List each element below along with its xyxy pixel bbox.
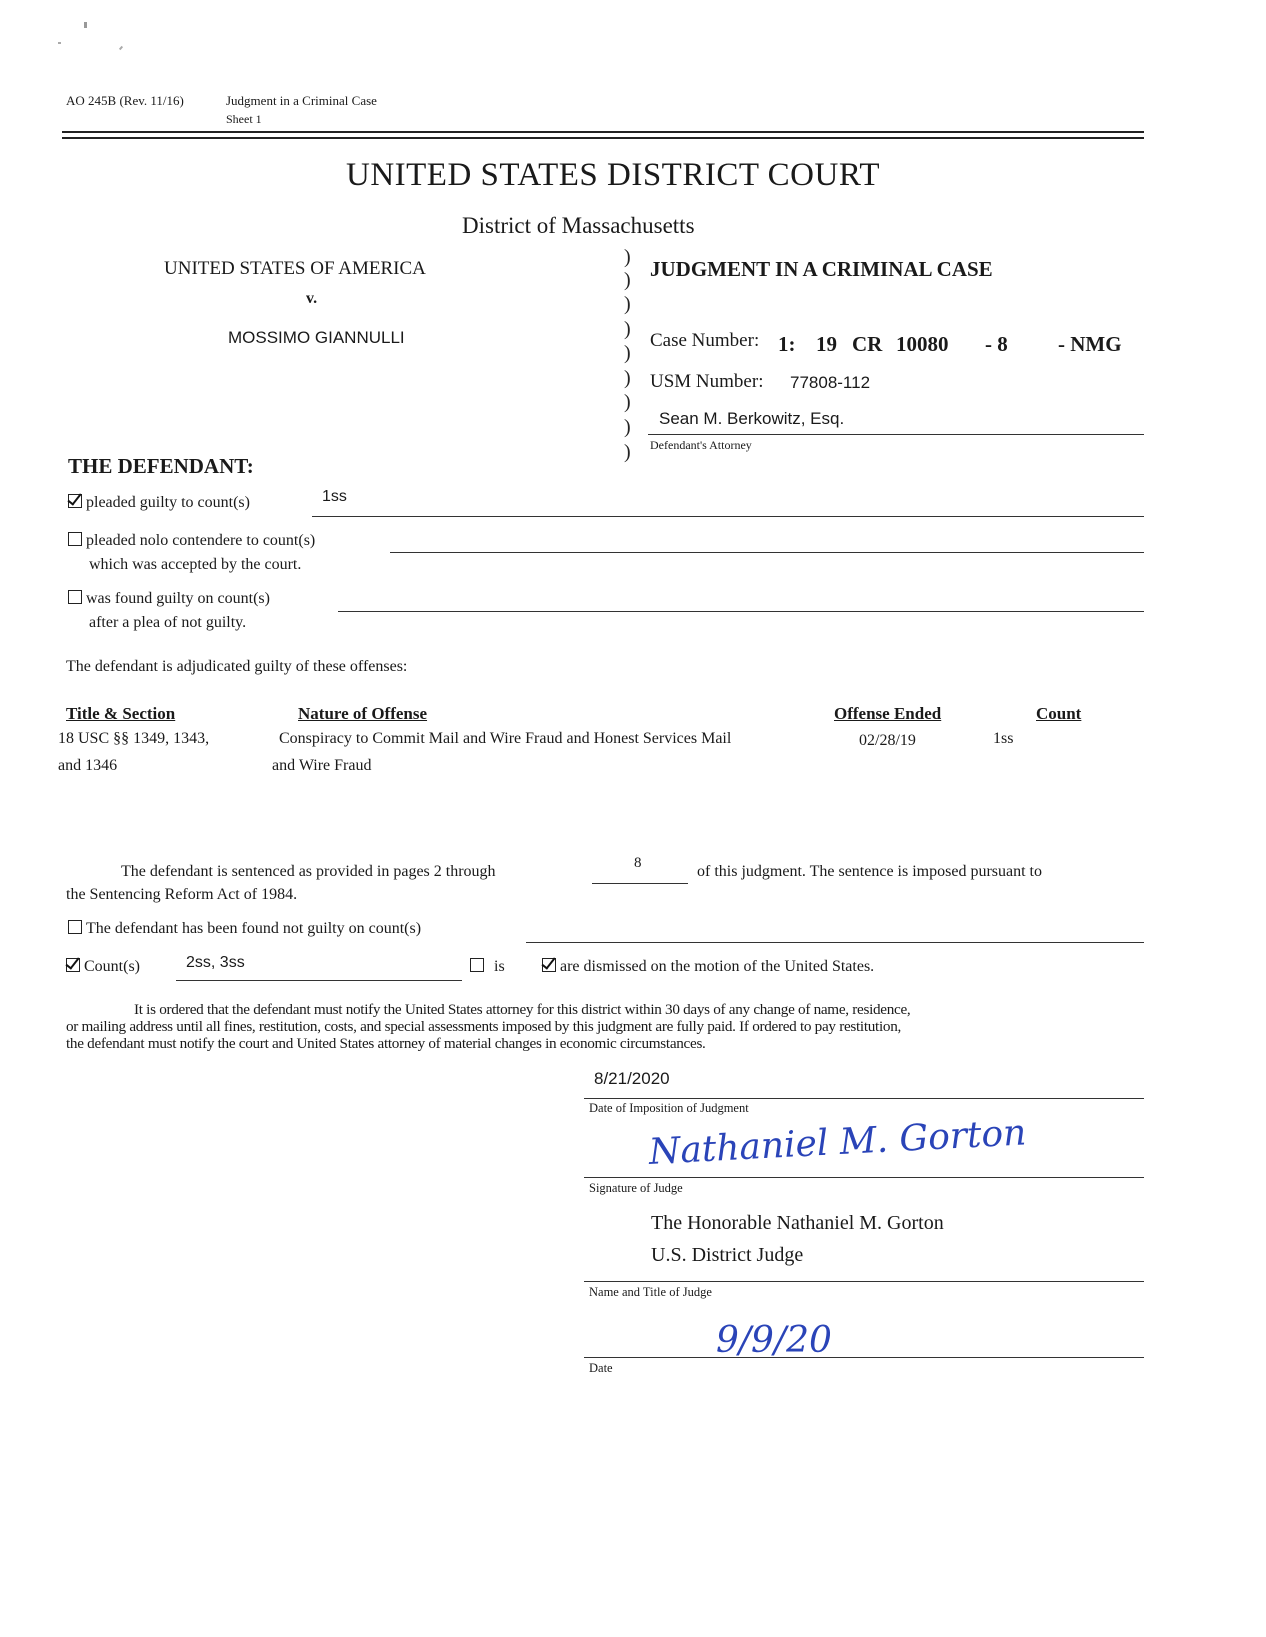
sentence-pages-rule: [592, 883, 688, 884]
notice-line: the defendant must notify the court and United States attorney of material changes in economic circumstances.: [66, 1035, 706, 1052]
pleaded-guilty-checkbox[interactable]: [68, 494, 82, 508]
sentence-text-after: of this judgment. The sentence is imposed pursuant to: [697, 863, 1042, 880]
court-name: UNITED STATES DISTRICT COURT: [346, 157, 881, 193]
plaintiff-name: UNITED STATES OF AMERICA: [164, 258, 426, 279]
header-title-section: Title & Section: [66, 704, 176, 723]
caption-parenthesis: ): [624, 367, 631, 389]
notice-line: or mailing address until all fines, restitution, costs, and special assessments imposed by this judgment are fully paid. If ordered to pay restitution,: [66, 1018, 901, 1035]
case-number-part: 1:: [778, 332, 796, 356]
offense-title-section: and 1346: [58, 757, 118, 774]
offense-ended: 02/28/19: [859, 732, 916, 749]
pleaded-guilty-rule: [312, 516, 1144, 517]
scan-mark: [119, 46, 123, 50]
imposition-date: 8/21/2020: [594, 1069, 670, 1088]
handwritten-date: 9/9/20: [716, 1320, 832, 1361]
counts-are-label: are dismissed on the motion of the United States.: [560, 958, 875, 975]
header-double-rule: [62, 137, 1144, 139]
name-title-rule: [584, 1281, 1144, 1282]
judge-title: U.S. District Judge: [651, 1244, 804, 1266]
offense-title-section: 18 USC §§ 1349, 1343,: [58, 730, 210, 747]
counts-is-label: is: [494, 958, 505, 975]
usm-label: USM Number:: [650, 371, 764, 392]
caption-parenthesis: ): [624, 293, 631, 315]
caption-parenthesis: ): [624, 342, 631, 364]
not-guilty-rule: [526, 942, 1144, 943]
found-guilty-checkbox[interactable]: [68, 590, 82, 604]
counts-row: [66, 958, 140, 976]
defendant-heading: THE DEFENDANT:: [68, 454, 254, 478]
date-label: Date: [589, 1361, 613, 1375]
judgment-title: JUDGMENT IN A CRIMINAL CASE: [650, 257, 993, 281]
sentence-pages: 8: [634, 855, 642, 871]
counts-label: Count(s): [84, 958, 140, 975]
judge-signature: Nathaniel M. Gorton: [647, 1112, 1028, 1173]
pleaded-guilty-row: [68, 494, 250, 512]
attorney-label: Defendant's Attorney: [650, 438, 752, 452]
pleaded-guilty-label: pleaded guilty to count(s): [86, 494, 250, 511]
attorney-rule: [648, 434, 1144, 435]
case-number-part: 10080: [896, 332, 949, 356]
court-district: District of Massachusetts: [462, 213, 695, 238]
case-number-part: 19: [816, 332, 837, 356]
signature-rule: [584, 1177, 1144, 1178]
usm-number: 77808-112: [790, 373, 871, 392]
found-guilty-row: [68, 590, 270, 608]
header-double-rule: [62, 131, 1144, 133]
date-rule: [584, 1357, 1144, 1358]
caption-parenthesis: ): [624, 269, 631, 291]
adjudicated-text: The defendant is adjudicated guilty of these offenses:: [66, 658, 408, 675]
counts-value: 2ss, 3ss: [186, 954, 245, 971]
caption-parenthesis: ): [624, 441, 631, 463]
caption-parenthesis: ): [624, 416, 631, 438]
header-offense-ended: Offense Ended: [834, 704, 942, 723]
not-guilty-label: The defendant has been found not guilty on count(s): [86, 920, 422, 937]
case-number-part: - 8: [985, 332, 1008, 356]
found-guilty-label: was found guilty on count(s): [86, 590, 270, 607]
notice-line: It is ordered that the defendant must notify the United States attorney for this district within 30 days of any change of name, residence,: [134, 1001, 911, 1018]
case-number-label: Case Number:: [650, 330, 760, 351]
pleaded-guilty-value: 1ss: [322, 488, 347, 505]
nolo-checkbox[interactable]: [68, 532, 82, 546]
attorney-name: Sean M. Berkowitz, Esq.: [659, 409, 845, 428]
nolo-rule: [390, 552, 1144, 553]
versus: v.: [306, 290, 318, 307]
defendant-name: MOSSIMO GIANNULLI: [228, 328, 405, 347]
judge-name: The Honorable Nathaniel M. Gorton: [651, 1212, 944, 1234]
form-title: Judgment in a Criminal Case: [226, 93, 377, 108]
nolo-label: pleaded nolo contendere to count(s): [86, 532, 316, 549]
form-sheet: Sheet 1: [226, 112, 262, 126]
signature-label: Signature of Judge: [589, 1181, 683, 1195]
found-guilty-sub: after a plea of not guilty.: [89, 614, 247, 631]
form-code: AO 245B (Rev. 11/16): [66, 93, 184, 108]
offense-nature: Conspiracy to Commit Mail and Wire Fraud and Honest Services Mail: [279, 730, 732, 747]
counts-rule: [176, 980, 462, 981]
caption-parenthesis: ): [624, 318, 631, 340]
caption-parenthesis: ): [624, 391, 631, 413]
offense-nature: and Wire Fraud: [272, 757, 372, 774]
offense-count: 1ss: [993, 730, 1014, 747]
counts-is-checkbox[interactable]: [470, 958, 484, 972]
imposition-rule: [584, 1098, 1144, 1099]
counts-checkbox[interactable]: [66, 958, 80, 972]
found-guilty-rule: [338, 611, 1144, 612]
sentence-text-line2: the Sentencing Reform Act of 1984.: [66, 886, 298, 903]
counts-is-row: [470, 958, 505, 976]
case-number-part: - NMG: [1058, 332, 1122, 356]
caption-parenthesis: ): [624, 246, 631, 268]
counts-are-row: [542, 958, 874, 976]
nolo-sub: which was accepted by the court.: [89, 556, 302, 573]
counts-are-checkbox[interactable]: [542, 958, 556, 972]
scan-mark: [58, 42, 61, 44]
case-number-part: CR: [852, 332, 883, 356]
not-guilty-row: [68, 920, 421, 938]
name-title-label: Name and Title of Judge: [589, 1285, 712, 1299]
not-guilty-checkbox[interactable]: [68, 920, 82, 934]
nolo-row: [68, 532, 315, 550]
imposition-label: Date of Imposition of Judgment: [589, 1101, 749, 1115]
sentence-text-before: The defendant is sentenced as provided in pages 2 through: [121, 863, 496, 880]
header-count: Count: [1036, 704, 1082, 723]
scan-mark: [84, 22, 87, 28]
header-nature-offense: Nature of Offense: [298, 704, 428, 723]
